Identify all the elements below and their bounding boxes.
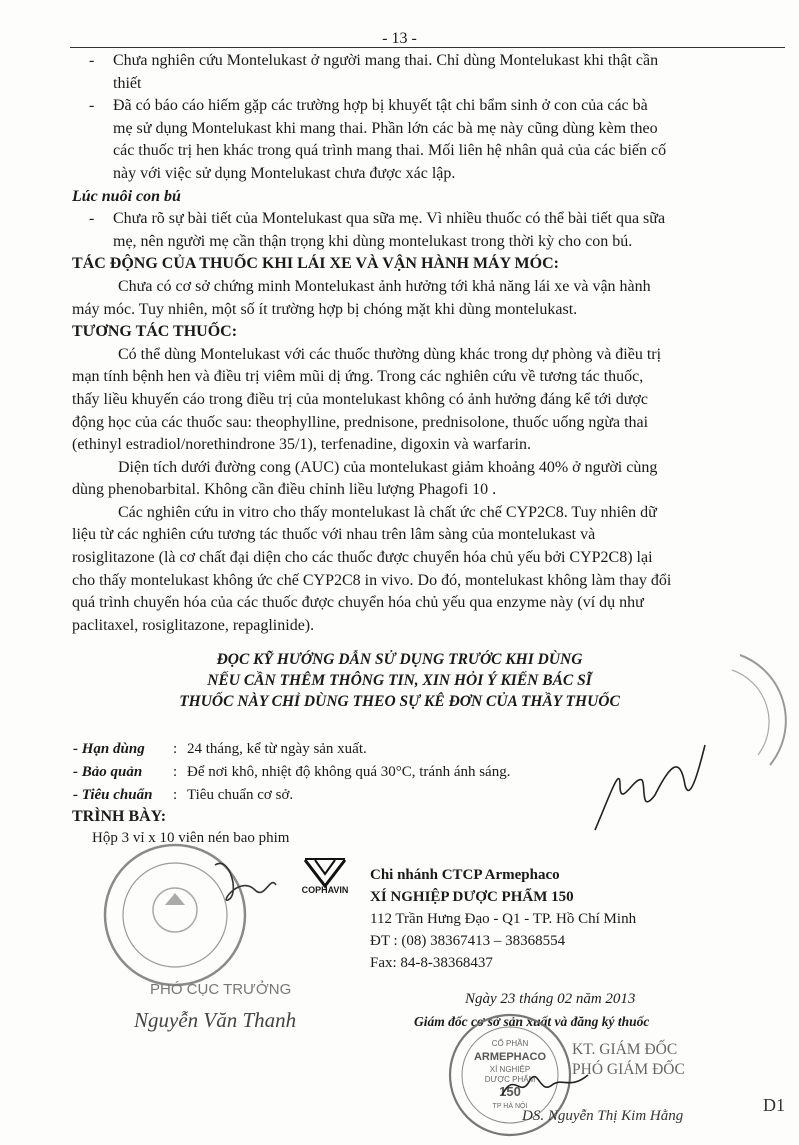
info-row: - Bảo quản : Để nơi khô, nhiệt độ không quá 30°C, tránh ánh sáng. <box>73 764 511 780</box>
svg-text:ARMEPHACO: ARMEPHACO <box>473 1051 547 1063</box>
company-phone: ĐT : (08) 38367413 – 38368554 <box>370 933 566 949</box>
svg-text:TP HÀ NỘI: TP HÀ NỘI <box>492 1103 528 1110</box>
driving-line-1: Chưa có cơ sở chứng minh Montelukast ảnh hưởng tới khả năng lái xe và vận hành <box>118 277 651 295</box>
company-fax: Fax: 84-8-38368437 <box>370 955 493 971</box>
kt-director-block: KT. GIÁM ĐỐC PHÓ GIÁM ĐỐC <box>572 1041 685 1078</box>
notice-block: ĐỌC KỸ HƯỚNG DẪN SỬ DỤNG TRƯỚC KHI DÙNG NẾU CẦN THÊM THÔNG TIN, XIN HỎI Ý KIẾN BÁC SĨ THUỐC NÀY CHỈ DÙNG THEO SỰ KÊ ĐƠN CỦA THẦY THUỐC <box>179 651 620 711</box>
company-factory: XÍ NGHIỆP DƯỢC PHẨM 150 <box>370 889 574 905</box>
cophavin-logo <box>303 858 347 888</box>
sign-date: Ngày 23 tháng 02 năm 2013 <box>465 991 636 1007</box>
pregnancy-bullet-1: - Chưa nghiên cứu Montelukast ở người mang thai. Chỉ dùng Montelukast khi thật cần thiết <box>89 52 659 92</box>
deputy-title: PHÓ CỤC TRƯỞNG <box>150 981 292 998</box>
driving-heading: TÁC ĐỘNG CỦA THUỐC KHI LÁI XE VÀ VẬN HÀNH MÁY MÓC: <box>72 255 559 273</box>
deputy-name: Nguyễn Văn Thanh <box>134 1008 297 1032</box>
breastfeeding-title: Lúc nuôi con bú <box>72 187 181 205</box>
svg-text:XÍ NGHIỆP: XÍ NGHIỆP <box>489 1065 531 1074</box>
document-body <box>0 50 799 712</box>
signer-name: DS. Nguyễn Thị Kim Hằng <box>522 1108 684 1124</box>
pregnancy-bullet-2: - Đã có báo cáo hiếm gặp các trường hợp bị khuyết tật chi bẩm sinh ở con của các bà mẹ sử dụng Montelukast khi mang thai. Phần lớn các bà mẹ này cũng dùng kèm theo các thuốc trị hen khác trong quá trình mang thai. Mối liên hệ nhân quả của các biến cố này với việc sử dụng Montelukast chưa được xác lập. <box>89 97 667 182</box>
breastfeeding-bullet: - Chưa rõ sự bài tiết của Montelukast qua sữa mẹ. Vì nhiều thuốc có thể bài tiết qua sữa mẹ, nên người mẹ cần thận trọng khi dùng montelukast trong thời kỳ cho con bú. <box>89 210 666 250</box>
svg-text:CỔ PHẦN: CỔ PHẦN <box>491 1039 529 1048</box>
interactions-paragraph-1: Có thể dùng Montelukast với các thuốc thường dùng khác trong dự phòng và điều trị mạn tính bệnh hen và điều trị viêm mũi dị ứng. Trong các nghiên cứu về tương tác thuốc, thấy liều khuyến cáo trong điều trị của montelukast không có ảnh hưởng đáng kể tới dược động học của các thuốc sau: theophylline, prednisone, prednisolone, thuốc uống ngừa thai (ethinyl estradiol/norethindrone 35/1), terfenadine, digoxin và warfarin. <box>72 345 662 454</box>
company-block <box>370 864 636 974</box>
interactions-heading: TƯƠNG TÁC THUỐC: <box>72 323 238 341</box>
header-rule <box>70 47 785 48</box>
page-number: - 13 - <box>382 30 417 47</box>
presentation-value: Hộp 3 vỉ x 10 viên nén bao phim <box>92 830 290 846</box>
svg-text:150: 150 <box>499 1084 521 1099</box>
presentation-heading: TRÌNH BÀY: <box>72 808 167 825</box>
cophavin-logo-text: COPHAVIN <box>301 885 349 895</box>
company-branch: Chi nhánh CTCP Armephaco <box>370 867 560 883</box>
page-mark: D1 <box>763 1095 785 1115</box>
info-row: - Tiêu chuẩn : Tiêu chuẩn cơ sở. <box>73 787 294 803</box>
approval-signature <box>590 725 710 835</box>
interactions-paragraph-3: Các nghiên cứu in vitro cho thấy montelukast là chất ức chế CYP2C8. Tuy nhiên dữ liệu từ các nghiên cứu tương tác thuốc với nhau trên lâm sàng của montelukast và rosiglitazone (là cơ chất đại diện cho các thuốc được chuyển hóa chủ yếu bởi CYP2C8) lại cho thấy montelukast không ức chế CYP2C8 in vivo. Do đó, montelukast không làm thay đổi quá trình chuyển hóa của các thuốc được chuyển hóa chủ yếu qua enzyme này (ví dụ như paclitaxel, rosiglitazone, repaglinide). <box>72 503 672 634</box>
director-title: Giám đốc cơ sở sản xuất và đăng ký thuốc <box>414 1014 650 1029</box>
driving-line-2: máy móc. Tuy nhiên, một số ít trường hợp bị chóng mặt khi dùng montelukast. <box>72 300 578 318</box>
svg-text:DƯỢC PHẨM: DƯỢC PHẨM <box>484 1075 536 1084</box>
ministry-seal-edge <box>730 650 790 770</box>
info-row: - Hạn dùng : 24 tháng, kể từ ngày sản xuất. <box>73 741 367 757</box>
interactions-paragraph-2: Diện tích dưới đường cong (AUC) của montelukast giảm khoảng 40% ở người cùng dùng phenobarbital. Không cần điều chỉnh liều lượng Phagofi 10 . <box>72 458 658 499</box>
company-address: 112 Trần Hưng Đạo - Q1 - TP. Hồ Chí Minh <box>370 911 637 927</box>
deputy-signature <box>210 855 280 915</box>
info-table <box>73 738 510 807</box>
